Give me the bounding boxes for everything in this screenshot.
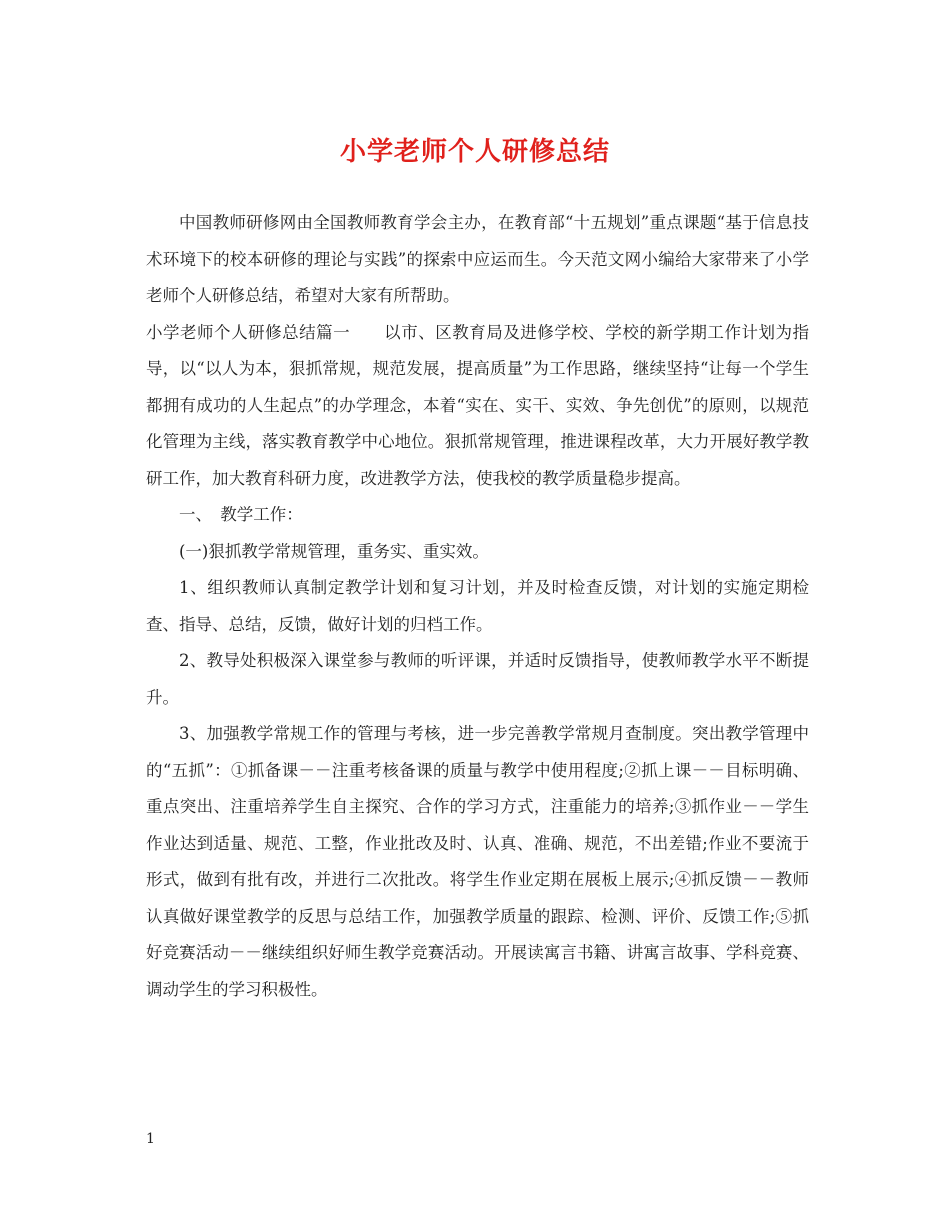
heading-teaching-work: 一、 教学工作： <box>179 505 303 524</box>
paragraph-intro: 中国教师研修网由全国教师教育学会主办，在教育部“十五规划”重点课题“基于信息技术环境下的校本研修的理论与实践”的探索中应运而生。今天范文网小编给大家带来了小学老师个人研修总结，希望对大家有所帮助。 <box>146 213 809 305</box>
subheading-routine-management: (一)狠抓教学常规管理，重务实、重实效。 <box>179 541 489 561</box>
paragraph-item-2: 2、教导处积极深入课堂参与教师的听评课，并适时反馈指导，使教师教学水平不断提升。 <box>146 651 809 707</box>
paragraph-item-1: 1、组织教师认真制定教学计划和复习计划，并及时检查反馈，对计划的实施定期检查、指导、总结，反馈，做好计划的归档工作。 <box>146 578 809 634</box>
document-title: 小学老师个人研修总结 <box>339 137 610 167</box>
paragraph-item-3: 3、加强教学常规工作的管理与考核，进一步完善教学常规月查制度。突出教学管理中的“五抓”：①抓备课－－注重考核备课的质量与教学中使用程度;②抓上课－－目标明确、重点突出、注重培养学生自主探究、合作的学习方式，注重能力的培养;③抓作业－－学生作业达到适量、规范、工整，作业批改及时、认真、准确、规范，不出差错;作业不要流于形式，做到有批有改，并进行二次批改。将学生作业定期在展板上展示;④抓反馈－－教师认真做好课堂教学的反思与总结工作，加强教学质量的跟踪、检测、评价、反馈工作;⑤抓好竞赛活动－－继续组织好师生教学竞赛活动。开展读寓言书籍、讲寓言故事、学科竞赛、调动学生的学习积极性。 <box>146 724 809 999</box>
page-number: 1 <box>146 1131 155 1147</box>
paragraph-section-one: 小学老师个人研修总结篇一 以市、区教育局及进修学校、学校的新学期工作计划为指导，以“以人为本，狠抓常规，规范发展，提高质量”为工作思路，继续坚持“让每一个学生都拥有成功的人生起点”的办学理念，本着“实在、实干、实效、争先创优”的原则，以规范化管理为主线，落实教育教学中心地位。狠抓常规管理，推进课程改革，大力开展好教学教研工作，加大教育科研力度，改进教学方法，使我校的教学质量稳步提高。 <box>146 322 809 488</box>
document-body <box>146 205 809 1008</box>
